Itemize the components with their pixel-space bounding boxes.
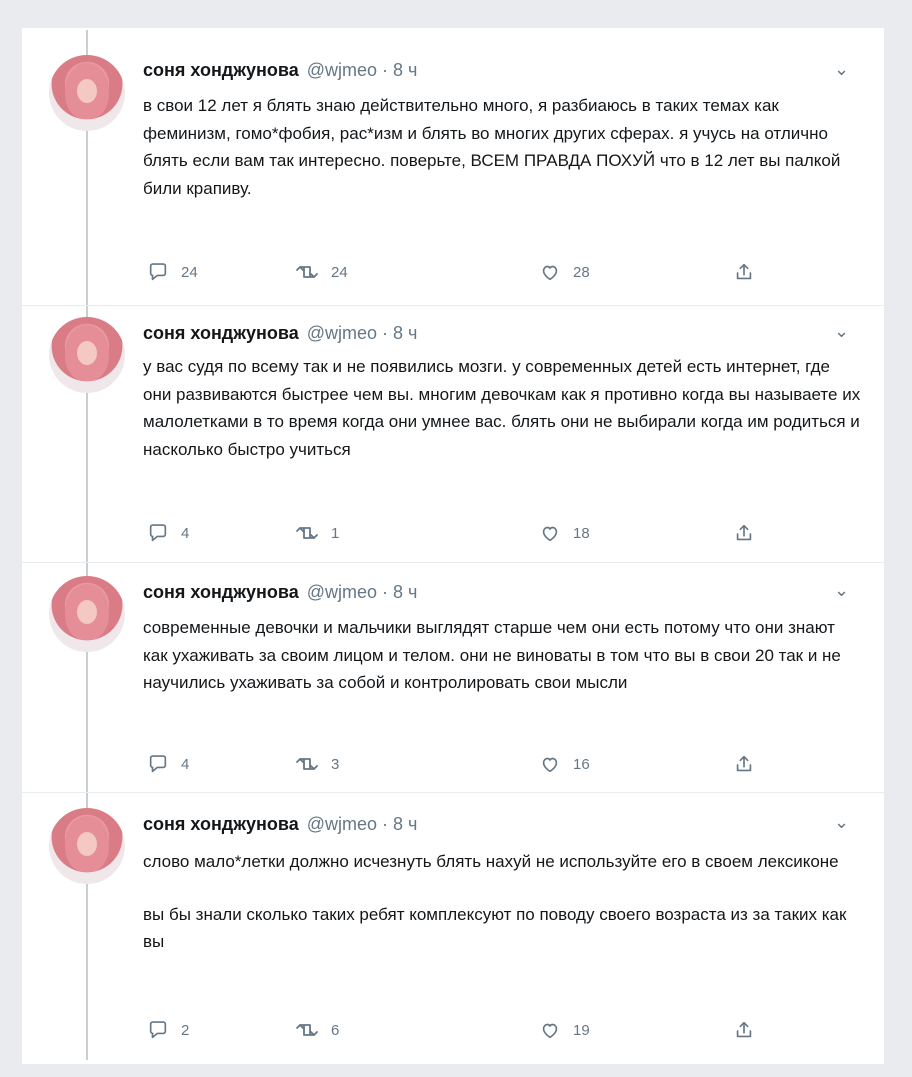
tweet-text (143, 92, 863, 202)
retweet-icon (295, 522, 319, 544)
share-button[interactable] (733, 1018, 755, 1042)
share-icon (733, 522, 755, 544)
reply-button[interactable] (147, 521, 189, 545)
heart-icon (539, 753, 561, 775)
retweet-icon (295, 753, 319, 775)
author-name[interactable]: соня хонджунова (143, 323, 299, 343)
reply-count: 24 (181, 263, 198, 281)
tweet-paragraph: в свои 12 лет я блять знаю действительно много, я разбиаюсь в таких темах как феминизм, гомо*фобия, рас*изм и блять во многих других сферах. я учусь на отлично блять если вам так интересно. поверьте, ВСЕМ ПРАВДА ПОХУЙ что в 12 лет вы палкой били крапиву. (143, 96, 841, 198)
share-icon (733, 1019, 755, 1041)
reply-count: 4 (181, 524, 190, 542)
tweet-2[interactable] (22, 305, 884, 563)
tweet-header (143, 321, 417, 345)
reply-button[interactable] (147, 260, 198, 284)
avatar[interactable] (49, 55, 125, 131)
retweet-button[interactable] (295, 1018, 339, 1042)
chevron-down-icon[interactable]: ⌄ (834, 812, 850, 832)
share-button[interactable] (733, 260, 755, 284)
like-count: 28 (573, 263, 590, 281)
retweet-icon (295, 261, 319, 283)
reply-count: 2 (181, 1021, 190, 1039)
share-icon (733, 753, 755, 775)
tweet-actions (147, 521, 767, 545)
reply-button[interactable] (147, 1018, 189, 1042)
speech-bubble-icon (147, 261, 169, 283)
retweet-count: 6 (331, 1021, 340, 1039)
like-count: 18 (573, 524, 590, 542)
like-button[interactable] (539, 521, 590, 545)
avatar[interactable] (49, 576, 125, 652)
tweet-actions (147, 752, 767, 776)
heart-icon (539, 261, 561, 283)
like-button[interactable] (539, 260, 590, 284)
share-icon (733, 261, 755, 283)
heart-icon (539, 522, 561, 544)
tweet-paragraph: вы бы знали сколько таких ребят комплексуют по поводу своего возраста из за таких как вы (143, 904, 847, 951)
avatar[interactable] (49, 808, 125, 884)
author-name[interactable]: соня хонджунова (143, 814, 299, 834)
chevron-down-icon[interactable]: ⌄ (834, 321, 850, 341)
heart-icon (539, 1019, 561, 1041)
tweet-actions (147, 260, 767, 284)
tweet-header (143, 812, 417, 836)
author-handle-time[interactable]: @wjmeo · 8 ч (306, 814, 418, 834)
tweet-text (143, 614, 863, 697)
tweet-actions (147, 1018, 767, 1042)
author-handle-time[interactable]: @wjmeo · 8 ч (306, 323, 418, 343)
share-button[interactable] (733, 752, 755, 776)
tweet-paragraph: у вас судя по всему так и не появились мозги. у современных детей есть интернет, где они развиваются быстрее чем вы. многим девочкам как я противно когда вы называете их малолетками в то время когда они умнее вас. блять они не выбирали когда им родиться и насколько быстро учиться (143, 357, 861, 459)
author-handle-time[interactable]: @wjmeo · 8 ч (306, 60, 418, 80)
tweet-paragraph: современные девочки и мальчики выглядят старше чем они есть потому что они знают как ухаживать за своим лицом и телом. они не виноваты в том что вы в свои 20 так и не научились ухаживать за собой и контролировать свои мысли (143, 618, 841, 692)
author-name[interactable]: соня хонджунова (143, 60, 299, 80)
speech-bubble-icon (147, 753, 169, 775)
tweet-4[interactable] (22, 792, 884, 1064)
tweet-header (143, 58, 417, 82)
share-button[interactable] (733, 521, 755, 545)
like-count: 19 (573, 1021, 590, 1039)
like-button[interactable] (539, 1018, 590, 1042)
avatar[interactable] (49, 317, 125, 393)
tweet-header (143, 580, 417, 604)
retweet-count: 24 (331, 263, 348, 281)
like-count: 16 (573, 755, 590, 773)
retweet-count: 1 (331, 524, 340, 542)
speech-bubble-icon (147, 522, 169, 544)
reply-count: 4 (181, 755, 190, 773)
tweet-text (143, 353, 863, 463)
tweet-3[interactable] (22, 562, 884, 793)
author-name[interactable]: соня хонджунова (143, 582, 299, 602)
speech-bubble-icon (147, 1019, 169, 1041)
author-handle-time[interactable]: @wjmeo · 8 ч (306, 582, 418, 602)
tweet-paragraph: слово мало*летки должно исчезнуть блять нахуй не используйте его в своем лексиконе (143, 852, 839, 871)
retweet-button[interactable] (295, 521, 339, 545)
retweet-icon (295, 1019, 319, 1041)
tweet-text (143, 848, 863, 956)
chevron-down-icon[interactable]: ⌄ (834, 580, 850, 600)
retweet-button[interactable] (295, 260, 348, 284)
tweet-1[interactable] (22, 28, 884, 306)
reply-button[interactable] (147, 752, 189, 776)
like-button[interactable] (539, 752, 590, 776)
retweet-count: 3 (331, 755, 340, 773)
retweet-button[interactable] (295, 752, 339, 776)
chevron-down-icon[interactable]: ⌄ (834, 59, 850, 79)
